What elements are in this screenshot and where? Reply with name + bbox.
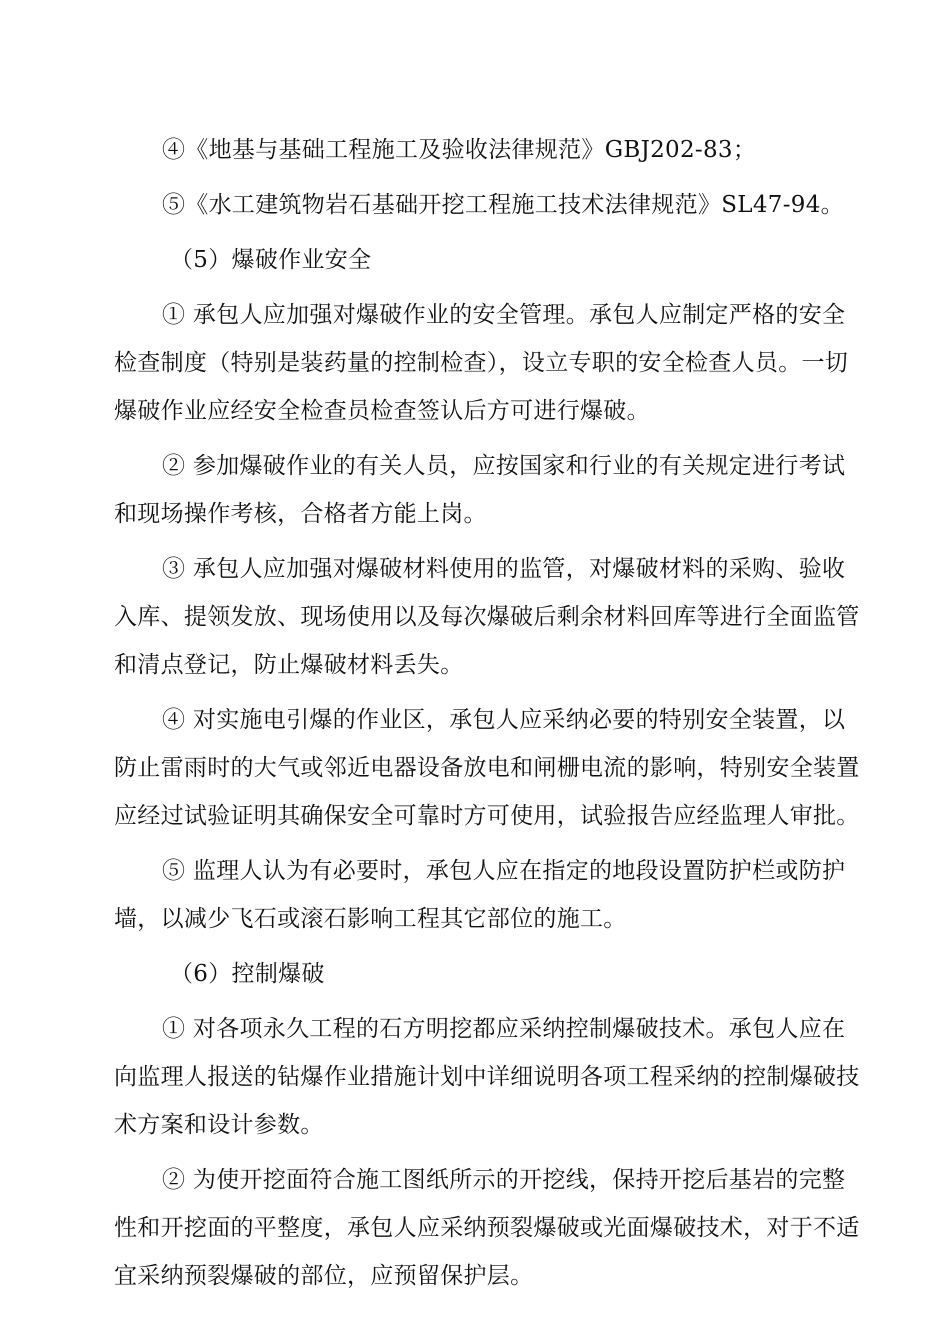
paragraph <box>114 442 884 538</box>
standard-reference <box>114 126 884 174</box>
text-line: 应经过试验证明其确保安全可靠时方可使用，试验报告应经监理人审批。 <box>114 803 860 829</box>
heading-line: （6）控制爆破 <box>170 961 325 987</box>
heading-line: （5）爆破作业安全 <box>170 247 372 273</box>
text-line: 性和开挖面的平整度，承包人应采纳预裂爆破或光面爆破技术，对于不适 <box>114 1215 860 1241</box>
text-line: 术方案和设计参数。 <box>114 1112 324 1138</box>
text-line: ④ 对实施电引爆的作业区，承包人应采纳必要的特别安全装置，以 <box>162 707 846 733</box>
paragraph <box>114 696 884 840</box>
text-line: ① 对各项永久工程的石方明挖都应采纳控制爆破技术。承包人应在 <box>162 1016 846 1042</box>
text-line: ① 承包人应加强对爆破作业的安全管理。承包人应制定严格的安全 <box>162 302 846 328</box>
document-page <box>114 126 884 1307</box>
text-line: 防止雷雨时的大气或邻近电器设备放电和闸栅电流的影响，特别安全装置 <box>114 755 860 781</box>
paragraph <box>114 1156 884 1300</box>
text-line: 和清点登记，防止爆破材料丢失。 <box>114 652 464 678</box>
paragraph <box>114 545 884 689</box>
text-line: 和现场操作考核，合格者方能上岗。 <box>114 501 487 527</box>
text-line: 向监理人报送的钻爆作业措施计划中详细说明各项工程采纳的控制爆破技 <box>114 1064 860 1090</box>
reference-line: ④《地基与基础工程施工及验收法律规范》GBJ202-83； <box>162 137 757 163</box>
section-heading <box>114 236 884 284</box>
text-line: ⑤ 监理人认为有必要时，承包人应在指定的地段设置防护栏或防护 <box>162 858 846 884</box>
text-line: 爆破作业应经安全检查员检查签认后方可进行爆破。 <box>114 398 650 424</box>
reference-line: ⑤《水工建筑物岩石基础开挖工程施工技术法律规范》SL47-94。 <box>162 192 844 218</box>
text-line: ③ 承包人应加强对爆破材料使用的监管，对爆破材料的采购、验收 <box>162 556 846 582</box>
standard-reference <box>114 181 884 229</box>
section-heading <box>114 950 884 998</box>
text-line: 墙，以减少飞石或滚石影响工程其它部位的施工。 <box>114 906 627 932</box>
text-line: 检查制度（特别是装药量的控制检查），设立专职的安全检查人员。一切 <box>114 350 849 376</box>
paragraph <box>114 847 884 943</box>
text-line: 入库、提领发放、现场使用以及每次爆破后剩余材料回库等进行全面监管 <box>114 604 860 630</box>
text-line: 宜采纳预裂爆破的部位，应预留保护层。 <box>114 1263 534 1289</box>
paragraph <box>114 1005 884 1149</box>
text-line: ② 参加爆破作业的有关人员，应按国家和行业的有关规定进行考试 <box>162 453 846 479</box>
paragraph <box>114 291 884 435</box>
text-line: ② 为使开挖面符合施工图纸所示的开挖线，保持开挖后基岩的完整 <box>162 1167 846 1193</box>
